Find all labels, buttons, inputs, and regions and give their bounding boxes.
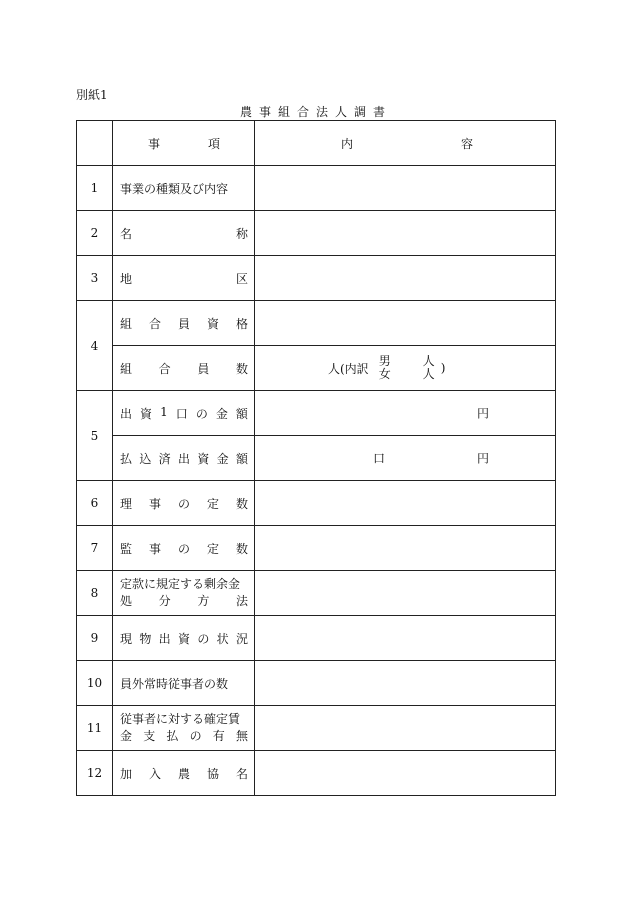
item-line: 定款に規定する剰余金: [120, 577, 241, 591]
table-row: [77, 481, 556, 526]
item-char: 地: [120, 271, 133, 286]
row-item: [113, 571, 255, 616]
item-char: 口: [175, 406, 188, 421]
item-char: 定: [206, 496, 219, 511]
row-content[interactable]: [255, 436, 556, 481]
item-char: 組: [120, 361, 133, 376]
item-char: 監: [120, 541, 133, 556]
row-item-text: 事業の種類及び内容: [120, 181, 229, 196]
table-row: [77, 436, 556, 481]
item-char: 員: [177, 316, 190, 331]
item-char: 出: [177, 451, 190, 466]
annex-label: 別紙1: [76, 88, 108, 102]
item-char: 支: [143, 729, 156, 743]
item-char: の: [189, 729, 202, 743]
item-char: 処: [120, 594, 133, 608]
item-char: 加: [120, 766, 133, 781]
item-char: 額: [235, 406, 248, 421]
row-item: [113, 346, 255, 391]
row-item: [113, 616, 255, 661]
item-char: 方: [197, 594, 210, 608]
table-row: [77, 751, 556, 796]
table-row: [77, 256, 556, 301]
item-char: 現: [120, 631, 133, 646]
row-content[interactable]: [255, 481, 556, 526]
row-number: 8: [77, 571, 113, 616]
member-breakdown: [255, 355, 555, 381]
row-number: 6: [77, 481, 113, 526]
row-content[interactable]: [255, 751, 556, 796]
item-char: 資: [140, 406, 153, 421]
row-number: 10: [77, 661, 113, 706]
close-paren: ): [440, 361, 446, 375]
header-item-char: 事: [148, 136, 161, 151]
item-char: 名: [120, 226, 133, 241]
item-char: 無: [235, 729, 248, 743]
female-label: 女: [378, 367, 391, 381]
item-char: の: [177, 496, 190, 511]
item-char: 有: [212, 729, 225, 743]
row-item: [113, 751, 255, 796]
item-char: の: [177, 541, 190, 556]
table-row: [77, 346, 556, 391]
item-char: 数: [235, 361, 248, 376]
item-char: 状: [216, 631, 229, 646]
item-char: 区: [235, 271, 248, 286]
row-number: 3: [77, 256, 113, 301]
item-char: の: [197, 631, 210, 646]
item-char: 済: [158, 451, 171, 466]
item-char: 金: [120, 729, 133, 743]
male-label: 男: [378, 354, 391, 368]
row-item: [113, 661, 255, 706]
row-item: [113, 256, 255, 301]
item-char: 金: [215, 406, 228, 421]
member-unit-label: 人(内訳: [328, 361, 369, 376]
row-item: [113, 301, 255, 346]
item-char: 数: [235, 541, 248, 556]
header-content-cell: [255, 121, 556, 166]
table-row: [77, 301, 556, 346]
table-row: [77, 706, 556, 751]
item-char: 称: [235, 226, 248, 241]
row-number: 5: [77, 391, 113, 481]
item-char: 払: [166, 729, 179, 743]
row-content[interactable]: [255, 166, 556, 211]
item-char: 合: [148, 316, 161, 331]
item-char: 員: [197, 361, 210, 376]
table-row: [77, 616, 556, 661]
row-content[interactable]: [255, 346, 556, 391]
yen-unit-label: 円: [476, 451, 489, 466]
row-number: 12: [77, 751, 113, 796]
item-char: 数: [235, 496, 248, 511]
item-char: 況: [235, 631, 248, 646]
header-item-cell: [113, 121, 255, 166]
survey-table: [76, 120, 556, 796]
item-char: 資: [206, 316, 219, 331]
item-line: 従事者に対する確定賃: [120, 712, 241, 726]
item-char: 名: [235, 766, 248, 781]
item-char: 事: [148, 541, 161, 556]
item-char: の: [195, 406, 208, 421]
item-char: 金: [216, 451, 229, 466]
row-content[interactable]: [255, 526, 556, 571]
table-row: [77, 211, 556, 256]
item-char: 入: [148, 766, 161, 781]
row-item: [113, 706, 255, 751]
item-char: 払: [120, 451, 133, 466]
yen-unit-label: 円: [476, 406, 489, 421]
header-item-char: 項: [207, 136, 220, 151]
item-char: 額: [235, 451, 248, 466]
row-content[interactable]: [255, 616, 556, 661]
male-person-label: 人: [422, 354, 435, 368]
row-item: [113, 436, 255, 481]
row-number: 1: [77, 166, 113, 211]
table-row: [77, 391, 556, 436]
item-char: 事: [148, 496, 161, 511]
item-char: 理: [120, 496, 133, 511]
table-row: [77, 661, 556, 706]
row-number: 9: [77, 616, 113, 661]
item-char: 1: [160, 404, 168, 419]
item-char: 組: [120, 316, 133, 331]
row-content[interactable]: [255, 571, 556, 616]
row-item: [113, 166, 255, 211]
row-number: 4: [77, 301, 113, 391]
row-number: 7: [77, 526, 113, 571]
row-item: [113, 391, 255, 436]
row-number: 11: [77, 706, 113, 751]
item-char: 定: [206, 541, 219, 556]
table-header-row: [77, 121, 556, 166]
header-content-char: 内: [341, 136, 354, 151]
table-row: [77, 166, 556, 211]
item-char: 物: [139, 631, 152, 646]
table-row: [77, 571, 556, 616]
row-item: [113, 211, 255, 256]
item-char: 農: [177, 766, 190, 781]
item-char: 資: [197, 451, 210, 466]
item-char: 合: [158, 361, 171, 376]
item-char: 込: [139, 451, 152, 466]
row-content[interactable]: [255, 256, 556, 301]
row-item: [113, 526, 255, 571]
item-char: 出: [120, 406, 133, 421]
female-person-label: 人: [422, 367, 435, 381]
table-row: [77, 526, 556, 571]
item-char: 協: [206, 766, 219, 781]
row-content[interactable]: [255, 706, 556, 751]
item-char: 出: [158, 631, 171, 646]
row-item: [113, 481, 255, 526]
header-number-cell: [77, 121, 113, 166]
row-content[interactable]: [255, 661, 556, 706]
row-content[interactable]: [255, 301, 556, 346]
unit-kuchi-label: 口: [373, 451, 386, 466]
item-char: 法: [235, 594, 248, 608]
row-content[interactable]: [255, 211, 556, 256]
page-title: 農事組合法人調書: [239, 105, 392, 119]
item-char: 分: [158, 594, 171, 608]
item-char: 格: [235, 316, 248, 331]
item-char: 資: [177, 631, 190, 646]
row-content[interactable]: [255, 391, 556, 436]
row-number: 2: [77, 211, 113, 256]
header-content-char: 容: [460, 136, 473, 151]
row-item-text: 員外常時従事者の数: [120, 676, 229, 691]
